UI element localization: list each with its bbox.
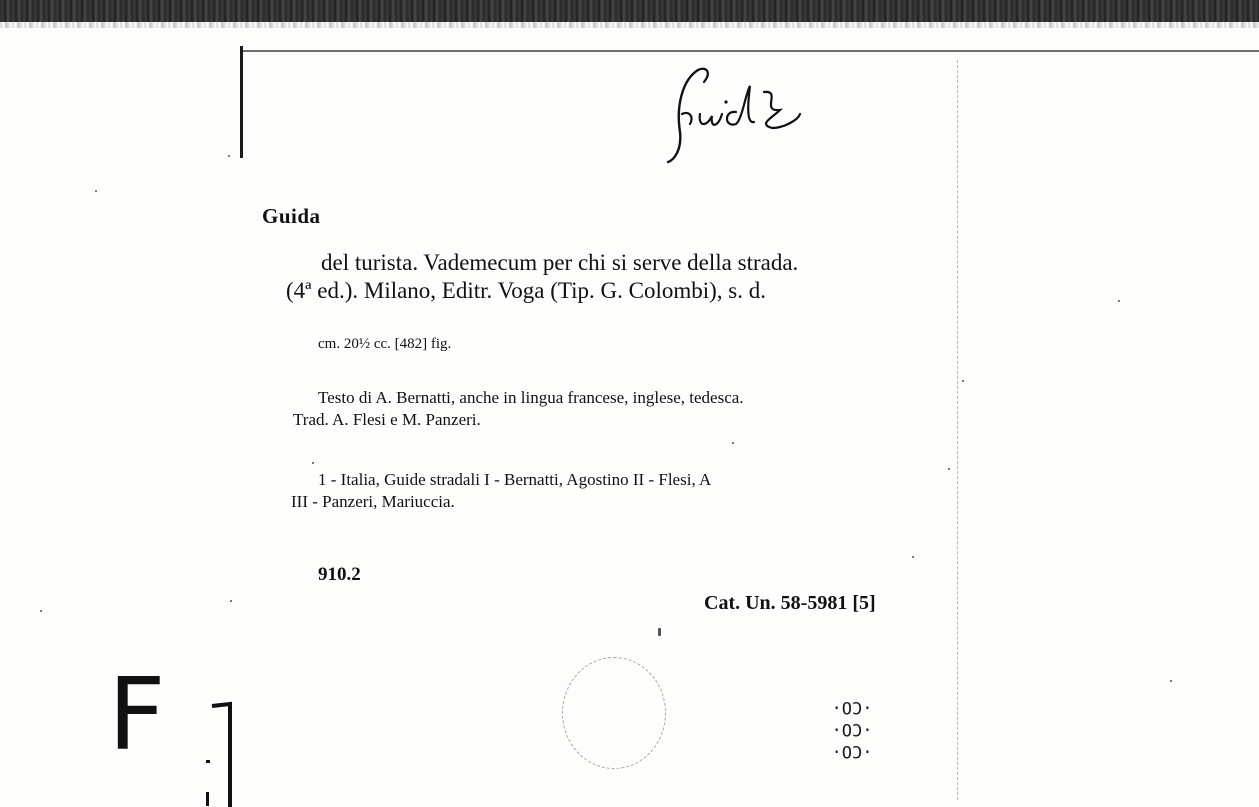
bracket-mark	[206, 700, 246, 807]
scan-speck	[230, 600, 232, 602]
scan-speck	[40, 610, 42, 612]
collation-line: cm. 20½ cc. [482] fig.	[318, 336, 452, 352]
subject-tracing-line: 1 - Italia, Guide stradali I - Bernatti, Agostino II - Flesi, A	[318, 470, 712, 489]
classification-number: 910.2	[318, 564, 361, 585]
punch-hole-circle	[562, 657, 666, 769]
card-top-border	[240, 50, 1259, 52]
note-line: Testo di A. Bernatti, anche in lingua francese, inglese, tedesca.	[318, 388, 744, 407]
drawer-letter: F	[108, 656, 166, 773]
scan-speck	[1170, 680, 1172, 682]
scan-band-edge	[0, 22, 1259, 28]
scan-speck	[312, 462, 314, 464]
added-entry-line: III - Panzeri, Mariuccia.	[291, 492, 455, 511]
scan-speck	[962, 380, 964, 382]
scan-top-band	[0, 0, 1259, 22]
edition-imprint-line: (4ª ed.). Milano, Editr. Voga (Tip. G. Colombi), s. d.	[286, 278, 766, 303]
scan-speck	[912, 556, 914, 558]
scan-speck	[228, 155, 230, 157]
handwritten-guide-signature	[660, 62, 820, 172]
entry-heading: Guida	[262, 204, 321, 228]
scan-speck	[95, 190, 97, 192]
title-line: del turista. Vademecum per chi si serve della strada.	[321, 250, 799, 275]
scan-speck	[1118, 300, 1120, 302]
scan-speck	[732, 442, 734, 444]
translator-note-line: Trad. A. Flesi e M. Panzeri.	[293, 410, 481, 429]
scan-speck	[658, 628, 661, 636]
card-right-border	[957, 60, 959, 800]
stamp-mark: ·CO· ·CO· ·CO·	[831, 697, 873, 761]
catalog-number: Cat. Un. 58-5981 [5]	[704, 592, 876, 614]
card-left-border	[240, 46, 243, 158]
scan-speck	[948, 468, 950, 470]
handwritten-annotation	[660, 62, 820, 172]
